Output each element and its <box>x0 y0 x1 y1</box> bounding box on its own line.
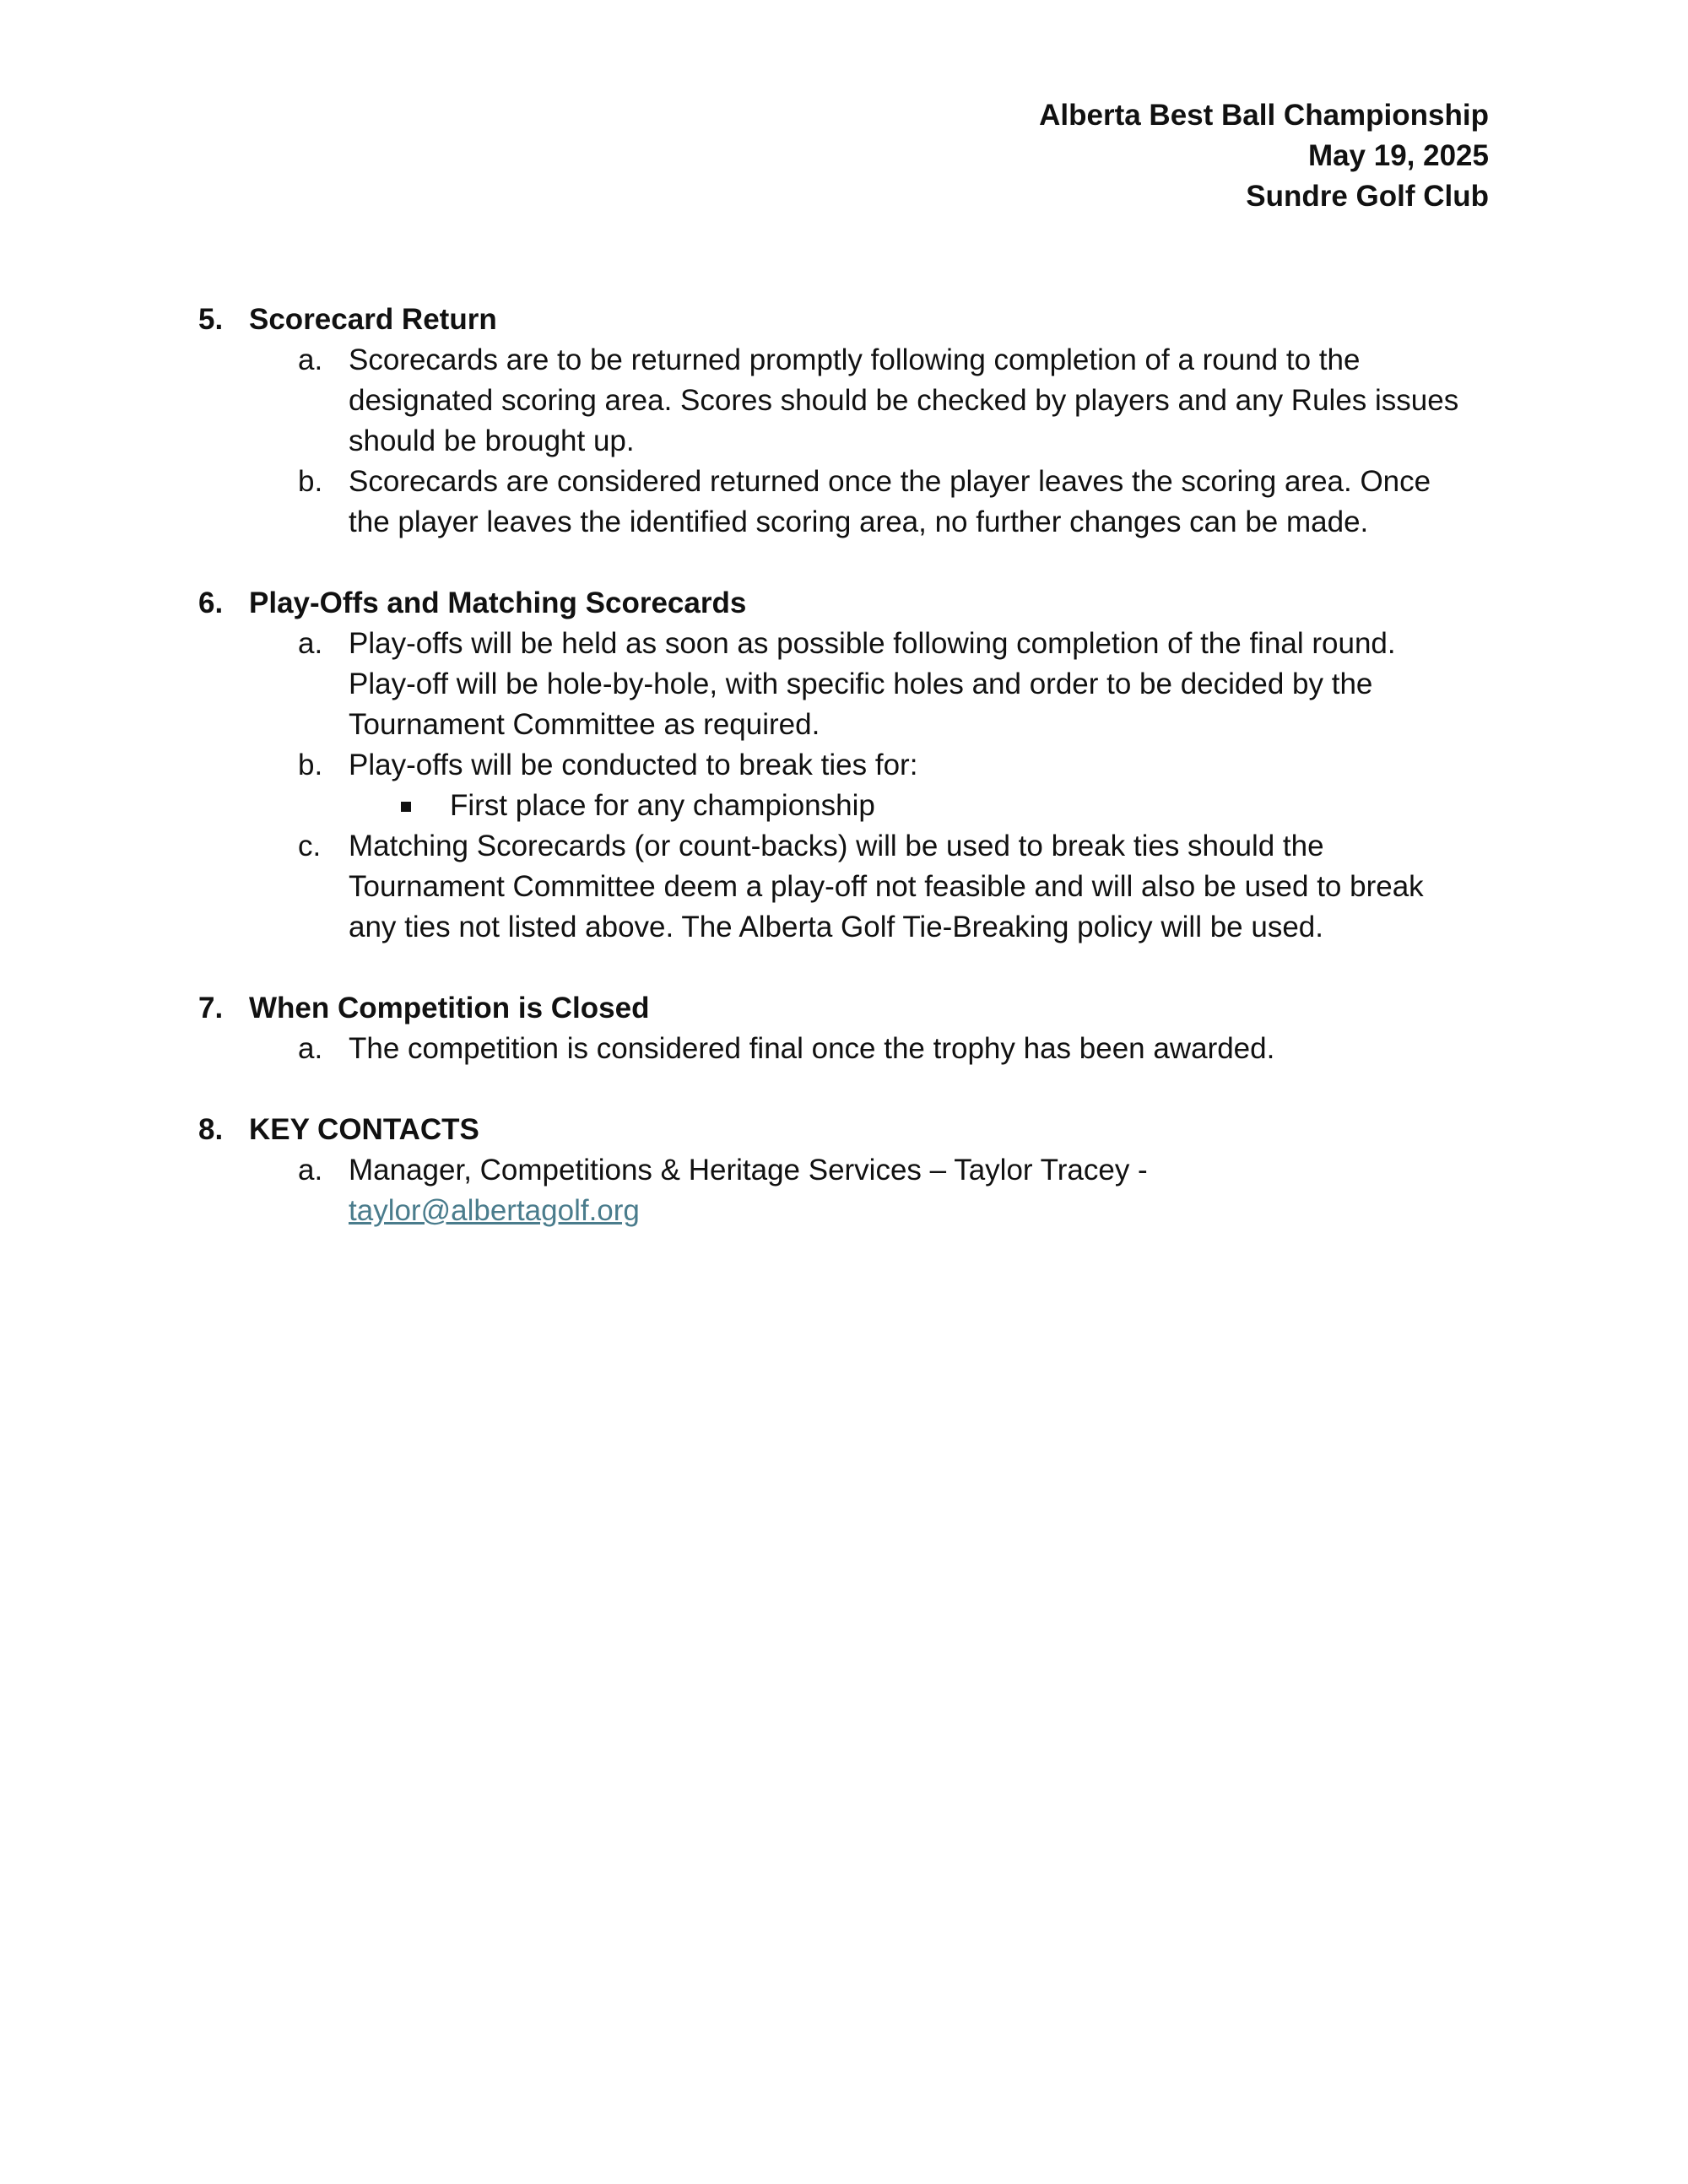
list-item <box>298 745 1515 786</box>
section-title: KEY CONTACTS <box>249 1113 479 1146</box>
item-label: a. <box>298 627 323 660</box>
contact-item <box>349 1150 1471 1231</box>
section-key-contacts <box>198 1110 1515 1231</box>
list-item <box>298 1029 1515 1069</box>
item-text: Scorecards are considered returned once the player leaves the scoring area. Once the player leaves the identified scoring area, no further changes can be made. <box>349 465 1431 538</box>
item-label: b. <box>298 465 323 498</box>
section-scorecard-return <box>198 300 1515 543</box>
section-number: 8. <box>198 1113 224 1146</box>
event-date: May 19, 2025 <box>1307 139 1489 172</box>
item-text: The competition is considered final once the trophy has been awarded. <box>349 1032 1275 1065</box>
bullet-text: First place for any championship <box>450 789 875 822</box>
item-text: Play-offs will be conducted to break ties for: <box>349 749 918 781</box>
contact-email-link[interactable]: taylor@albertagolf.org <box>349 1194 640 1227</box>
item-label: a. <box>298 343 323 376</box>
list-item <box>298 340 1515 462</box>
item-label: b. <box>298 749 323 781</box>
item-text: Play-offs will be held as soon as possible following completion of the final round. Play-off will be hole-by-hole, with specific holes and order to be decided by the Tournament Committee as required. <box>349 627 1396 741</box>
section-title: When Competition is Closed <box>249 992 650 1024</box>
list-item <box>298 462 1515 543</box>
bullet-item <box>399 786 1515 826</box>
section-play-offs <box>198 583 1515 948</box>
list-item <box>298 826 1515 948</box>
section-title: Scorecard Return <box>249 303 497 336</box>
item-label: a. <box>298 1154 323 1187</box>
list-item <box>298 1150 1515 1231</box>
section-title: Play-Offs and Matching Scorecards <box>249 587 747 619</box>
document-body <box>198 300 1515 1272</box>
item-label: c. <box>298 830 322 862</box>
section-number: 7. <box>198 992 224 1024</box>
event-title: Alberta Best Ball Championship <box>1039 99 1489 132</box>
document-header <box>1039 95 1489 217</box>
section-number: 5. <box>198 303 224 336</box>
item-text: Scorecards are to be returned promptly following completion of a round to the designated scoring area. Scores should be checked by players and any Rules issues should be brought up. <box>349 343 1459 457</box>
event-venue: Sundre Golf Club <box>1246 180 1489 213</box>
section-number: 6. <box>198 587 224 619</box>
item-text: Matching Scorecards (or count-backs) will be used to break ties should the Tournament Committee deem a play-off not feasible and will also be used to break any ties not listed above. The Alberta Golf Tie-Breaking policy will be used. <box>349 830 1424 943</box>
section-competition-closed <box>198 988 1515 1069</box>
list-item <box>298 624 1515 745</box>
item-label: a. <box>298 1032 323 1065</box>
contact-text: Manager, Competitions & Heritage Services – Taylor Tracey - <box>349 1154 1148 1187</box>
square-bullet-icon <box>399 786 450 826</box>
